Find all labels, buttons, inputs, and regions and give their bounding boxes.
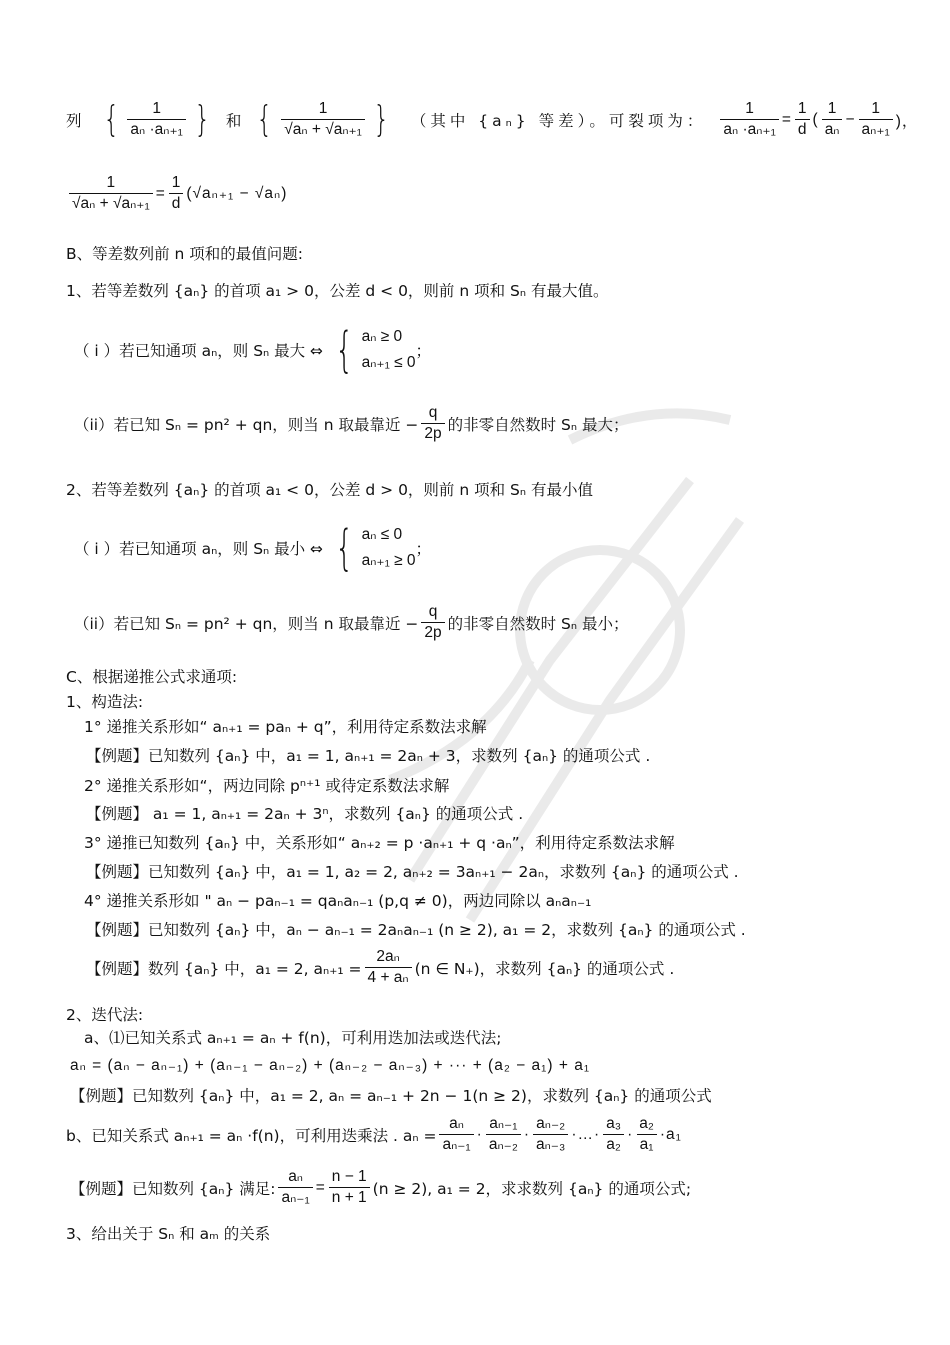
ratio-3 <box>533 1115 568 1154</box>
ratio-5 <box>636 1115 657 1154</box>
case-4: 4° 递推关系形如 " aₙ − paₙ₋₁ = qaₙaₙ₋₁ (p,q ≠ 0)，两边同除以 aₙaₙ₋₁ <box>84 892 592 910</box>
iteration-a-formula: aₙ = (aₙ − aₙ₋₁) + (aₙ₋₁ − aₙ₋₂) + (aₙ₋₂ − aₙ₋₃) + ··· + (a₂ − a₁) + a₁ <box>70 1057 591 1074</box>
text: （ii）若已知 Sₙ = pn² + qn，则当 n 取最靠近 − <box>74 614 419 633</box>
ratio-4 <box>603 1115 624 1154</box>
text-and: 和 <box>225 111 242 130</box>
numerator: aₙ₋₁ <box>489 1115 518 1132</box>
fraction-1-over-d <box>169 174 184 213</box>
iteration-a: a、⑴已知关系式 aₙ₊₁ = aₙ + f(n)，可利用迭加法或迭代法; <box>84 1029 502 1047</box>
numerator: q <box>428 404 438 421</box>
text: （ii）若已知 Sₙ = pn² + qn，则当 n 取最靠近 − <box>74 415 419 434</box>
case-4-example: 【例题】已知数列 {aₙ} 中，aₙ − aₙ₋₁ = 2aₙaₙ₋₁ (n ≥ 2), a₁ = 2，求数列 {aₙ} 的通项公式 . <box>86 921 746 939</box>
fraction-recurrence <box>365 948 412 987</box>
denominator: aₙ <box>822 119 843 139</box>
case-1-example: 【例题】已知数列 {aₙ} 中，a₁ = 1, aₙ₊₁ = 2aₙ + 3，求数列 {aₙ} 的通项公式 . <box>86 747 651 765</box>
text: 的非零自然数时 Sₙ 最小； <box>447 614 629 633</box>
equals-sign: = <box>155 184 166 202</box>
right-brace-icon: } <box>373 98 390 140</box>
fraction-q-over-2p <box>421 404 444 443</box>
numerator: 1 <box>106 174 116 191</box>
line-split-term-list <box>66 100 918 139</box>
denominator: aₙ₋₁ <box>439 1134 473 1154</box>
numerator: aₙ <box>449 1115 464 1132</box>
dot: · <box>476 1125 483 1143</box>
denominator: aₙ₊₁ <box>859 119 893 139</box>
open-paren: ( <box>812 110 819 128</box>
numerator: q <box>428 603 438 620</box>
condition-1: aₙ ≤ 0 <box>361 526 403 543</box>
line-sqrt-split <box>66 174 287 213</box>
numerator: 2aₙ <box>376 948 400 965</box>
right-brace-icon: } <box>194 98 211 140</box>
iteration-b-example <box>70 1168 691 1207</box>
ratio-rhs <box>329 1168 370 1207</box>
case-2: 2° 递推关系形如“，两边同除 pⁿ⁺¹ 或待定系数法求解 <box>84 777 450 795</box>
denominator: √aₙ + √aₙ₊₁ <box>69 193 153 213</box>
fraction-sqrt <box>69 174 153 213</box>
method-1-heading: 1、构造法: <box>66 693 144 711</box>
condition-1: aₙ ≥ 0 <box>361 328 403 345</box>
denominator: aₙ₋₁ <box>278 1187 312 1207</box>
ratio-lhs <box>278 1168 312 1207</box>
sqrt-difference: (√aₙ₊₁ − √aₙ) <box>186 185 288 202</box>
text: 【例题】数列 {aₙ} 中，a₁ = 2, aₙ₊₁ = <box>86 959 362 978</box>
numerator: a₃ <box>606 1115 622 1132</box>
left-brace-icon: { <box>256 98 273 140</box>
numerator: n − 1 <box>331 1168 367 1185</box>
text: (n ∈ N₊)，求数列 {aₙ} 的通项公式 . <box>414 959 675 978</box>
text: b、已知关系式 aₙ₊₁ = aₙ ·f(n)，可利用迭乘法 . aₙ = <box>66 1126 437 1145</box>
fraction-term-1 <box>822 100 843 139</box>
equals-sign: = <box>781 110 792 128</box>
numerator: aₙ <box>288 1168 303 1185</box>
method-2-heading: 2、迭代法: <box>66 1006 144 1024</box>
numerator: 1 <box>171 174 181 191</box>
fraction-2 <box>281 100 365 139</box>
denominator: 2p <box>421 423 444 443</box>
close-paren: )， <box>895 112 919 130</box>
section-b-item-1-i <box>74 324 431 376</box>
denominator: aₙ₋₂ <box>486 1134 521 1154</box>
denominator: aₙ ·aₙ₊₁ <box>720 119 778 139</box>
case-2-example: 【例题】 a₁ = 1, aₙ₊₁ = 2aₙ + 3ⁿ，求数列 {aₙ} 的通项公式 . <box>86 805 524 823</box>
minus-sign: − <box>845 110 856 128</box>
text-end: ； <box>415 540 432 558</box>
text: （ i ）若已知通项 aₙ，则 Sₙ 最大 ⇔ <box>74 342 324 360</box>
iteration-b <box>66 1115 682 1154</box>
ratio-2 <box>486 1115 521 1154</box>
case-3: 3° 递推已知数列 {aₙ} 中，关系形如“ aₙ₊₂ = p ·aₙ₊₁ + q ·aₙ”，利用待定系数法求解 <box>84 834 675 852</box>
section-b-item-1: 1、若等差数列 {aₙ} 的首项 a₁ > 0，公差 d < 0，则前 n 项和 Sₙ 有最大值。 <box>66 282 609 300</box>
numerator: 1 <box>871 100 880 117</box>
denominator: 4 + aₙ <box>365 967 412 987</box>
numerator: aₙ₋₂ <box>536 1115 566 1132</box>
text: (n ≥ 2), a₁ = 2，求求数列 {aₙ} 的通项公式; <box>372 1179 692 1198</box>
denominator: aₙ₋₃ <box>533 1134 568 1154</box>
fraction-q-over-2p <box>421 603 444 642</box>
case-5-example <box>86 948 674 987</box>
condition-system <box>362 324 416 376</box>
text: 【例题】已知数列 {aₙ} 满足: <box>70 1179 276 1198</box>
method-3-heading: 3、给出关于 Sₙ 和 aₘ 的关系 <box>66 1225 271 1243</box>
ratio-1 <box>439 1115 473 1154</box>
denominator: a₂ <box>603 1134 624 1154</box>
denominator: a₁ <box>637 1134 657 1154</box>
iteration-a-example: 【例题】已知数列 {aₙ} 中，a₁ = 2, aₙ = aₙ₋₁ + 2n − 1(n ≥ 2)，求数列 {aₙ} 的通项公式 <box>70 1087 712 1105</box>
left-brace-icon: { <box>335 322 354 378</box>
tail: ·a₁ <box>659 1125 682 1143</box>
denominator: d <box>795 119 810 139</box>
section-b-item-2: 2、若等差数列 {aₙ} 的首项 a₁ < 0，公差 d > 0，则前 n 项和 Sₙ 有最小值 <box>66 481 593 499</box>
section-b-item-1-ii <box>74 404 629 443</box>
numerator: 1 <box>318 100 328 117</box>
case-1: 1° 递推关系形如“ aₙ₊₁ = paₙ + q”，利用待定系数法求解 <box>84 718 487 736</box>
condition-2: aₙ₊₁ ≥ 0 <box>361 552 416 569</box>
denominator: 2p <box>421 622 444 642</box>
ellipsis: ·…· <box>571 1125 601 1143</box>
denominator: aₙ ·aₙ₊₁ <box>127 119 185 139</box>
numerator: 1 <box>152 100 161 117</box>
fraction-term-2 <box>859 100 893 139</box>
denominator: n + 1 <box>329 1187 370 1207</box>
text-end: ； <box>415 342 432 360</box>
case-3-example: 【例题】已知数列 {aₙ} 中，a₁ = 1, a₂ = 2, aₙ₊₂ = 3aₙ₊₁ − 2aₙ，求数列 {aₙ} 的通项公式 . <box>86 863 739 881</box>
section-b-heading: B、等差数列前 n 项和的最值问题: <box>66 245 304 263</box>
text: 的非零自然数时 Sₙ 最大； <box>447 415 629 434</box>
dot: · <box>627 1125 634 1143</box>
denominator: √aₙ + √aₙ₊₁ <box>281 119 365 139</box>
text-note: （其中 {aₙ} 等差）。可裂项为： <box>410 111 707 130</box>
text-prefix: 列 <box>66 111 82 130</box>
fraction-1-over-d <box>795 100 810 139</box>
numerator: 1 <box>797 100 807 117</box>
fraction-result <box>720 100 778 139</box>
numerator: 1 <box>827 100 837 117</box>
numerator: a₂ <box>639 1115 654 1132</box>
fraction-1 <box>127 100 185 139</box>
left-brace-icon: { <box>102 98 119 140</box>
equals-sign: = <box>315 1178 326 1196</box>
dot: · <box>523 1125 531 1143</box>
denominator: d <box>169 193 184 213</box>
left-brace-icon: { <box>335 520 354 576</box>
section-b-item-2-ii <box>74 603 629 642</box>
condition-system <box>362 522 416 574</box>
numerator: 1 <box>745 100 754 117</box>
text: （ i ）若已知通项 aₙ，则 Sₙ 最小 ⇔ <box>74 540 324 558</box>
section-c-heading: C、根据递推公式求通项: <box>66 668 238 686</box>
condition-2: aₙ₊₁ ≤ 0 <box>361 354 416 371</box>
section-b-item-2-i <box>74 522 431 574</box>
